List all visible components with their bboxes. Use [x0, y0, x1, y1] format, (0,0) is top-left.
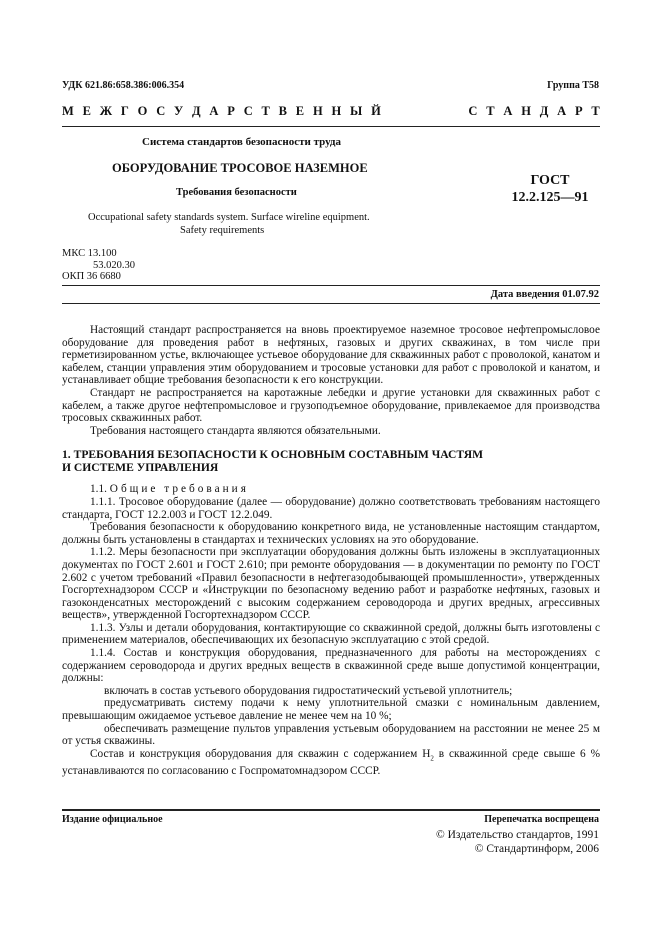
clause-1-1-4: 1.1.4. Состав и конструкция оборудования, предназначенного для работы на месторождениях с содержанием сероводорода и других вредных веществ в скважинной среде выше допустимой концентрации, должны:: [62, 647, 600, 685]
banner-c13: В: [278, 104, 287, 118]
banner-c10: Р: [227, 104, 235, 118]
english-title-line-2: Safety requirements: [180, 225, 265, 236]
banner-c23: Д: [539, 104, 549, 118]
document-subtitle: Требования безопасности: [176, 187, 297, 198]
banner-gap: [390, 104, 460, 119]
clause-item-1: включать в состав устьевого оборудования гидростатический устьевой уплотнитель;: [104, 684, 513, 697]
section-1-heading-line-2: И СИСТЕМЕ УПРАВЛЕНИЯ: [62, 461, 219, 475]
interstate-standard-banner: [62, 104, 600, 119]
meta-divider: [62, 285, 600, 286]
banner-c1: М: [62, 104, 74, 118]
standards-system: Система стандартов безопасности труда: [142, 136, 341, 148]
clause-1-1-1-b: Требования безопасности к оборудованию конкретного вида, не установленные настоящим стандартом, должны быть установлены в стандартах и технических условиях на это оборудование.: [62, 521, 600, 546]
h2s-subscript: 2: [430, 754, 434, 763]
document-body: [62, 324, 600, 777]
clause-item-2: предусматривать систему подачи к нему уплотнительной смазки с номинальным давлением, превышающим ожидаемое устьевое давление не менее чем на 10 %;: [62, 697, 600, 723]
intro-paragraph-2: Стандарт не распространяется на каротажные лебедки и другие установки для скважинных работ с кабелем, а также другое нефтепромысловое и грузоподъемное оборудование, привлекаемое для производства тросовых скважинных работ.: [62, 386, 600, 425]
h2s-note-part-a: Состав и конструкция оборудования для скважин с содержанием H: [90, 747, 431, 760]
official-edition: Издание официальное: [62, 814, 163, 825]
clause-1-1-3: 1.1.3. Узлы и детали оборудования, контактирующие со скважинной средой, должны быть изготовлены с применением материалов, обеспечивающих их безопасную эксплуатацию с этой средой.: [62, 621, 600, 647]
banner-c2: Е: [82, 104, 91, 118]
banner-c9: А: [209, 104, 219, 118]
subsection-number: 1.1.: [90, 483, 107, 496]
banner-c21: А: [503, 104, 513, 118]
banner-c25: Р: [574, 104, 583, 118]
banner-c18: Й: [371, 104, 381, 118]
h2s-note-part-b: в скважинной среде свыше 6 % устанавливаются по согласованию с Госпроматомнадзором СССР.: [62, 747, 600, 777]
clause-h2s-note: [62, 748, 600, 777]
document-title: ОБОРУДОВАНИЕ ТРОСОВОЕ НАЗЕМНОЕ: [112, 161, 368, 175]
banner-c15: Н: [312, 104, 323, 118]
intro-paragraph-1: Настоящий стандарт распространяется на вновь проектируемое наземное тросовое нефтепромысловое оборудование для проведения работ в нефтяных, газовых и других скважинах, в том числе при герметизированном устье, включающее устьевое оборудование для скважинных работ с проволокой, канатом и кабелем, станции управления этим оборудованием и тросовые установки для работ с проволокой и канатом, и устанавливает общие требования безопасности к его конструкции.: [62, 324, 600, 387]
banner-c19: С: [468, 104, 478, 118]
footer-divider: [62, 809, 600, 811]
reprint-notice: Перепечатка воспрещена: [484, 814, 599, 825]
banner-c3: Ж: [99, 104, 113, 118]
section-1-heading: [62, 448, 600, 474]
banner-c5: О: [137, 104, 148, 118]
banner-c4: Г: [120, 104, 129, 118]
udk-code: УДК 621.86:658.386:006.354: [62, 80, 185, 91]
intro-paragraph-3: Требования настоящего стандарта являются обязательными.: [90, 424, 381, 437]
banner-c7: У: [174, 104, 184, 118]
group-code: Группа Т58: [547, 80, 599, 91]
date-divider: [62, 303, 600, 304]
banner-c24: А: [557, 104, 567, 118]
gost-label: ГОСТ: [530, 173, 570, 188]
banner-c16: Н: [331, 104, 342, 118]
clause-1-1-1: 1.1.1. Тросовое оборудование (далее — оборудование) должно соответствовать требованиям настоящего стандарта, ГОСТ 12.2.003 и ГОСТ 12.2.049.: [62, 495, 600, 521]
effective-date-value: 01.07.92: [562, 289, 599, 300]
subsection-title: Общие требования: [109, 483, 249, 496]
mks-code-1: МКС 13.100: [62, 248, 117, 259]
banner-c17: Ы: [350, 104, 363, 118]
banner-c12: Т: [261, 104, 270, 118]
banner-c26: Т: [591, 104, 600, 118]
copyright-1: © Издательство стандартов, 1991: [435, 829, 599, 841]
banner-c22: Н: [521, 104, 531, 118]
clause-item-3: обеспечивать размещение пультов управления устьевым оборудованием на расстоянии не менее 25 м от устья скважины.: [62, 722, 600, 748]
clause-1-1-2: 1.1.2. Меры безопасности при эксплуатации оборудования должны быть изложены в эксплуатационных документах по ГОСТ 2.601 и ГОСТ 2.610; при ремонте оборудования — в документации по ремонту по ГОСТ 2.602 с учетом требований «Правил безопасности в нефтегазодобывающей промышленности», утвержденных Госгортехнадзором СССР и «Инструкции по безопасному ведению работ и разработке нефтяных, газовых и газоконденсатных месторождений с высоким содержанием сероводорода и других вредных, агрессивных веществ», утвержденной Госгортехнадзором СССР.: [62, 546, 600, 622]
subsection-1-1: [62, 483, 600, 496]
gost-number: 12.2.125—91: [511, 190, 589, 205]
effective-date: [491, 289, 599, 300]
banner-c11: С: [243, 104, 253, 118]
banner-c20: Т: [486, 104, 495, 118]
effective-date-label: Дата введения: [490, 289, 560, 300]
header-divider: [62, 126, 600, 127]
english-title-line-1: Occupational safety standards system. Surface wireline equipment.: [88, 212, 370, 223]
section-1-heading-line-1: 1. ТРЕБОВАНИЯ БЕЗОПАСНОСТИ К ОСНОВНЫМ СОСТАВНЫМ ЧАСТЯМ: [62, 448, 484, 462]
banner-c6: С: [156, 104, 166, 118]
mks-code-2: 53.020.30: [93, 260, 135, 271]
banner-c14: Е: [295, 104, 305, 118]
okp-code: ОКП 36 6680: [62, 271, 121, 282]
banner-c8: Д: [192, 104, 201, 118]
copyright-2: © Стандартинформ, 2006: [474, 843, 599, 855]
